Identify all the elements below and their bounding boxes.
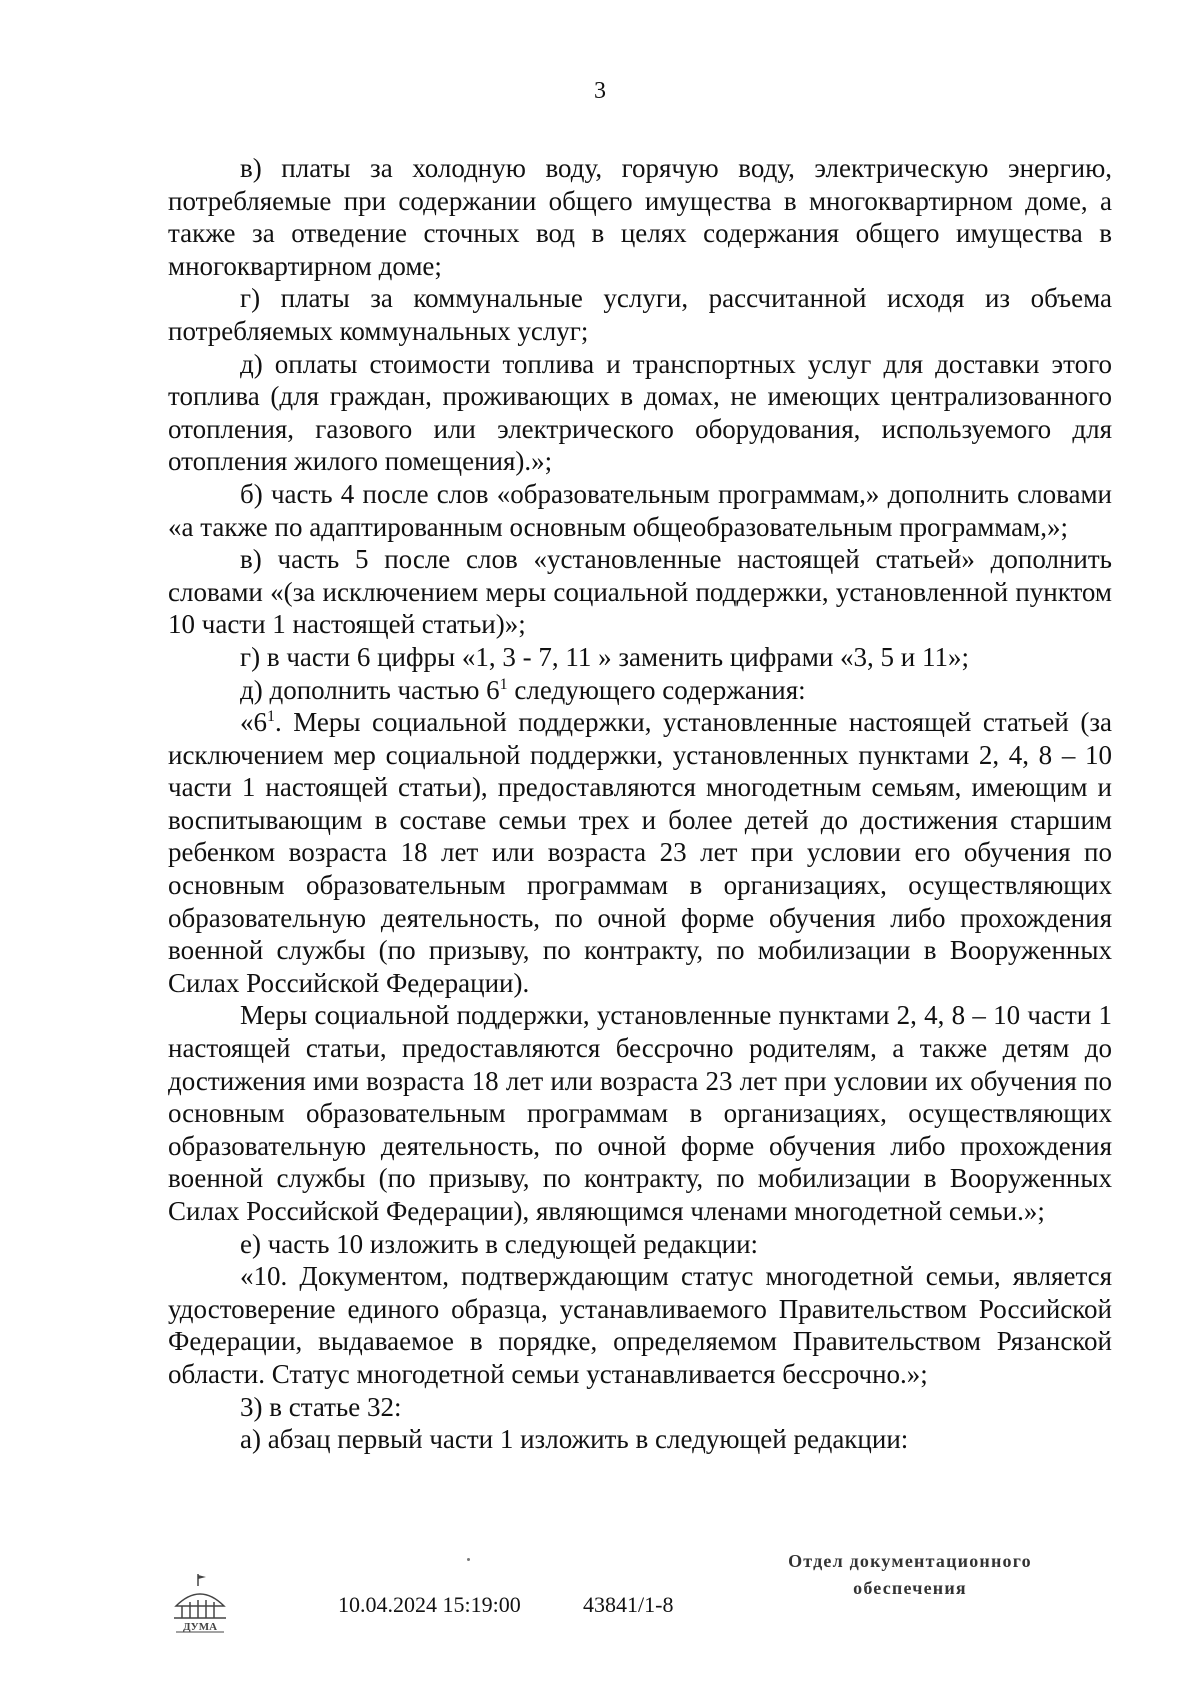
- paragraph: в) часть 5 после слов «установленные настоящей статьей» дополнить словами «(за исключением меры социальной поддержки, установленной пунктом 10 части 1 настоящей статьи)»;: [168, 544, 1112, 640]
- stamp-line-1: Отдел документационного: [788, 1551, 1032, 1571]
- paragraph-text: «6: [240, 707, 267, 738]
- paragraph-text: д) дополнить частью 6: [240, 674, 500, 705]
- duma-logo-icon: [168, 1572, 232, 1634]
- paragraph: [168, 706, 1112, 999]
- stamp-line-2: обеспечения: [853, 1578, 967, 1598]
- paragraph-text: следующего содержания:: [507, 674, 806, 705]
- paragraph: в) платы за холодную воду, горячую воду, электрическую энергию, потребляемые при содержании общего имущества в многоквартирном доме, а также за отведение сточных вод в целях содержания общего имущества в многоквартирном доме;: [168, 153, 1112, 281]
- paragraph: е) часть 10 изложить в следующей редакции:: [240, 1228, 759, 1259]
- superscript: 1: [499, 675, 508, 693]
- document-body: [168, 152, 1112, 1456]
- superscript: 1: [267, 708, 275, 726]
- paragraph: Меры социальной поддержки, установленные пунктами 2, 4, 8 – 10 части 1 настоящей статьи, предоставляются бессрочно родителям, а также детям до достижения ими возраста 18 лет или возраста 23 лет при условии их обучения по основным образовательным программам в организациях, осуществляющих образовательную деятельность, по очной форме обучения либо прохождения военной службы (по призыву, по контракту, по мобилизации в Вооруженных Силах Российской Федерации), являющимся членами многодетной семьи.»;: [168, 1000, 1112, 1226]
- registration-number: 43841/1-8: [583, 1592, 674, 1617]
- paragraph: 3) в статье 32:: [240, 1391, 402, 1422]
- paragraph: «10. Документом, подтверждающим статус многодетной семьи, является удостоверение единого образца, устанавливаемого Правительством Российской Федерации, выдаваемое в порядке, определяемом Правительством Рязанской области. Статус многодетной семьи устанавливается бессрочно.»;: [168, 1261, 1112, 1389]
- paragraph: а) абзац первый части 1 изложить в следующей редакции:: [240, 1424, 909, 1455]
- paragraph: б) часть 4 после слов «образовательным программам,» дополнить словами «а также по адаптированным основным общеобразовательным программам,»;: [168, 478, 1112, 542]
- scan-dot: [467, 1558, 470, 1561]
- department-stamp: [760, 1548, 1060, 1602]
- logo-lettering: ДУМА: [182, 1621, 218, 1633]
- registration-datetime: 10.04.2024 15:19:00: [338, 1592, 521, 1617]
- page-number: 3: [594, 78, 606, 104]
- paragraph: г) платы за коммунальные услуги, рассчитанной исходя из объема потребляемых коммунальных услуг;: [168, 283, 1112, 346]
- paragraph: [168, 674, 1112, 707]
- paragraph-text: . Меры социальной поддержки, установленные настоящей статьей (за исключением мер социальной поддержки, установленных пунктами 2, 4, 8 – 10 части 1 настоящей статьи), предоставляются многодетным семьям, имеющим и воспитывающим в составе семьи трех и более детей до достижения старшим ребенком возраста 18 лет или возраста 23 лет при условии его обучения по основным образовательным программам в организациях, осуществляющих образовательную деятельность, по очной форме обучения либо прохождения военной службы (по призыву, по контракту, по мобилизации в Вооруженных Силах Российской Федерации).: [168, 707, 1112, 998]
- paragraph: г) в части 6 цифры «1, 3 - 7, 11 » заменить цифрами «3, 5 и 11»;: [240, 641, 969, 672]
- paragraph: д) оплаты стоимости топлива и транспортных услуг для доставки этого топлива (для граждан, проживающих в домах, не имеющих централизованного отопления, газового или электрического оборудования, используемого для отопления жилого помещения).»;: [168, 348, 1112, 477]
